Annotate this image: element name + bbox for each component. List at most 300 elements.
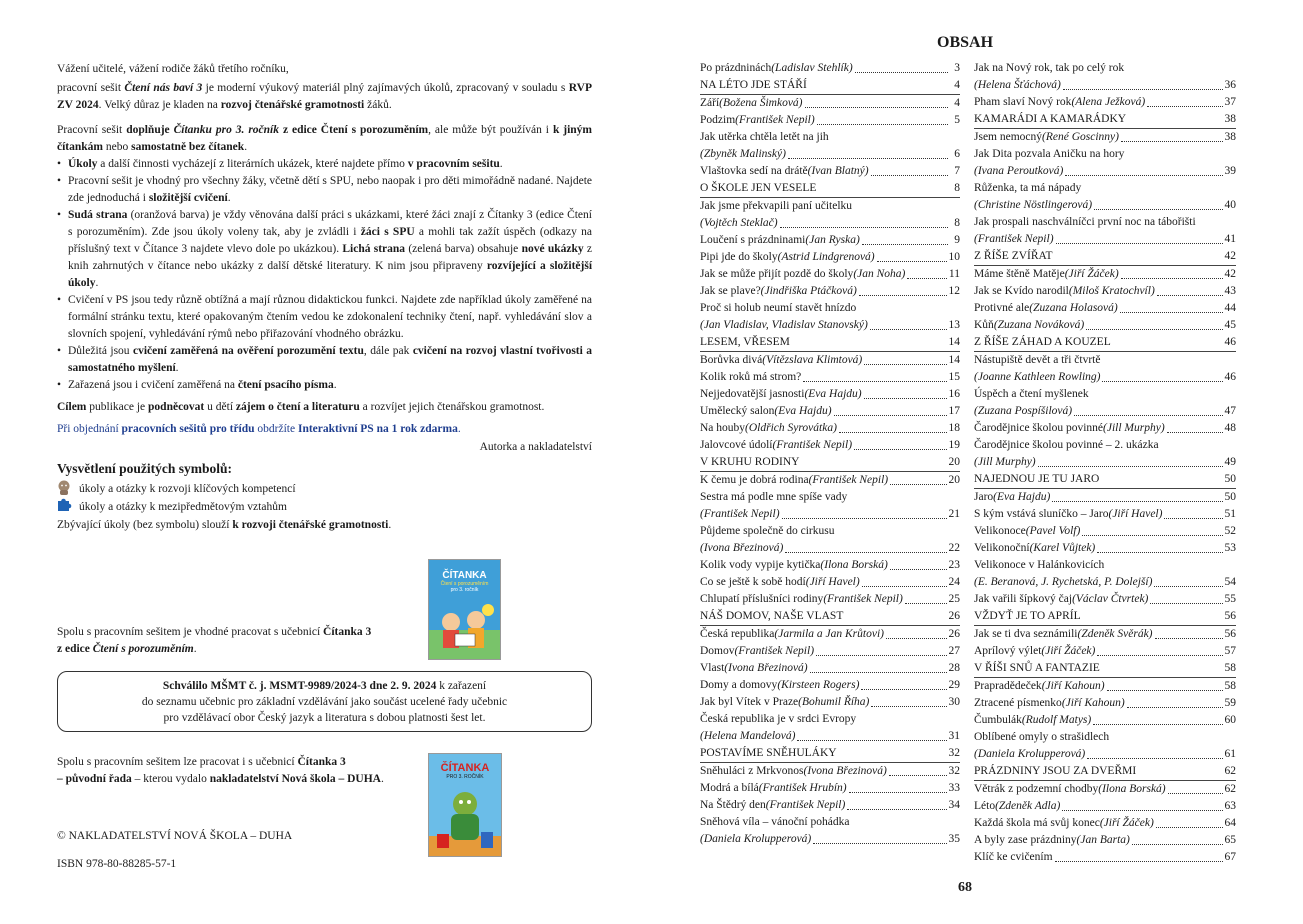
toc-entry: Kolik roků má strom? 15 — [700, 369, 960, 386]
toc-entry — [700, 540, 960, 557]
toc-page: 65 — [1224, 834, 1236, 846]
toc-leader — [1155, 638, 1223, 639]
toc-entry — [974, 403, 1236, 420]
toc-page: 53 — [1224, 542, 1236, 554]
toc-leader — [871, 175, 948, 176]
toc-author: (Kirsteen Rogers) — [777, 679, 860, 691]
toc-leader — [1038, 466, 1223, 467]
toc-page: 67 — [1224, 851, 1236, 863]
toc-page: 9 — [954, 234, 960, 246]
toc-page: 58 — [1224, 680, 1236, 692]
toc-page: 42 — [1224, 268, 1236, 280]
toc-page: 54 — [1224, 576, 1236, 588]
head-icon — [57, 480, 71, 495]
toc-entry: Chlupatí příslušníci rodiny (František Nepil) 25 — [700, 591, 960, 608]
toc-entry: Domy a domovy (Kirsteen Rogers) 29 — [700, 677, 960, 694]
toc-author: (Zbyněk Malinský) — [700, 148, 786, 160]
copyright: © NAKLADATELSTVÍ NOVÁ ŠKOLA – DUHA — [57, 830, 293, 842]
toc-entry: Čumbulák (Rudolf Matys) 60 — [974, 712, 1236, 729]
toc-leader — [1164, 518, 1222, 519]
toc-leader — [1150, 603, 1222, 604]
toc-page: 62 — [1224, 765, 1236, 777]
toc-leader — [1097, 655, 1222, 656]
toc-leader — [1087, 758, 1222, 759]
toc-page: 4 — [954, 97, 960, 109]
toc-section: VŽDYŤ JE TO APRÍL 56 — [974, 608, 1236, 626]
toc-page: 34 — [948, 799, 960, 811]
toc-entry: Jak jsme překvapili paní učitelku — [700, 200, 853, 212]
toc-page: 35 — [948, 833, 960, 845]
toc-author: (Daniela Krolupperová) — [700, 833, 812, 845]
toc-entry: Podzim (František Nepil) 5 — [700, 112, 960, 129]
toc-leader — [1154, 586, 1222, 587]
toc-leader — [1063, 89, 1223, 90]
toc-page: 42 — [1224, 250, 1236, 262]
toc-leader — [905, 603, 947, 604]
toc-entry: Větrák z podzemní chodby (Ilona Borská) 62 — [974, 781, 1236, 798]
goal-paragraph: Cílem publikace je podněcovat u dětí zájem o čtení a literaturu a rozvíjet jejich čtenářskou gramotnost. — [57, 401, 545, 413]
toc-leader — [854, 449, 946, 450]
toc-author: (František Nepil) — [765, 799, 846, 811]
toc-leader — [785, 552, 946, 553]
greeting: Vážení učitelé, vážení rodiče žáků třetího ročníku, — [57, 63, 289, 75]
toc-page: 21 — [948, 508, 960, 520]
toc-author: (Božena Šimková) — [719, 97, 803, 109]
toc-author: (Jiří Žáček) — [1064, 268, 1119, 280]
toc-entry: Jak se plave? (Jindřiška Ptáčková) 12 — [700, 283, 960, 300]
toc-author: (Václav Čtvrtek) — [1072, 593, 1149, 605]
toc-page: 24 — [948, 576, 960, 588]
toc-page: 8 — [954, 182, 960, 194]
toc-leader — [1093, 724, 1222, 725]
toc-page: 22 — [948, 542, 960, 554]
symbol-row-3: Zbývající úkoly (bez symbolu) slouží k rozvoji čtenářské gramotnosti. — [57, 519, 392, 531]
toc-leader — [1121, 278, 1223, 279]
toc-page: 48 — [1224, 422, 1236, 434]
toc-author: (Jan Vladislav, Vladislav Stanovský) — [700, 319, 868, 331]
toc-author: (Jan Barta) — [1076, 834, 1130, 846]
toc-leader — [864, 364, 946, 365]
toc-entry: Čarodějnice školou povinné (Jill Murphy) 48 — [974, 420, 1236, 437]
toc-entry: Jak prospali naschválníčci první noc na tábořišti — [974, 216, 1196, 228]
toc-author: (Ivona Březinová) — [724, 662, 808, 674]
toc-author: (Daniela Krolupperová) — [974, 748, 1086, 760]
toc-leader — [1102, 381, 1222, 382]
toc-entry: Jsem nemocný (René Goscinny) 38 — [974, 129, 1236, 146]
toc-leader — [788, 158, 948, 159]
toc-section: V KRUHU RODINY 20 — [700, 454, 960, 472]
toc-entry: Borůvka divá (Vítězslava Klimtová) 14 — [700, 352, 960, 369]
toc-page: 20 — [948, 474, 960, 486]
toc-leader — [1074, 415, 1222, 416]
toc-author: (Jan Noha) — [853, 268, 906, 280]
toc-entry — [700, 317, 960, 334]
toc-entry: Půjdeme společně do cirkusu — [700, 525, 835, 537]
toc-page: 64 — [1224, 817, 1236, 829]
toc-author: (Jarmila a Jan Krůtovi) — [774, 628, 884, 640]
toc-page: 33 — [948, 782, 960, 794]
toc-section: LESEM, VŘESEM 14 — [700, 334, 960, 352]
toc-author: (Jiří Kahoun) — [1041, 680, 1105, 692]
toc-page: 57 — [1224, 645, 1236, 657]
toc-author: (Helena Šťáchová) — [974, 79, 1061, 91]
toc-author: (Oldřich Syrovátka) — [745, 422, 837, 434]
toc-author: (Jill Murphy) — [974, 456, 1036, 468]
toc-author: (Zuzana Pospíšilová) — [974, 405, 1073, 417]
toc-page: 55 — [1224, 593, 1236, 605]
toc-page: 56 — [1224, 610, 1236, 622]
toc-page: 11 — [948, 268, 960, 280]
toc-author: (Helena Mandelová) — [700, 730, 796, 742]
toc-entry: Vlast (Ivona Březinová) 28 — [700, 660, 960, 677]
toc-entry — [974, 454, 1236, 471]
toc-entry: Na houby (Oldřich Syrovátka) 18 — [700, 420, 960, 437]
toc-author: (Jindřiška Ptáčková) — [760, 285, 857, 297]
toc-leader — [886, 638, 947, 639]
bullet-item: • Důležitá jsou cvičení zaměřená na ověření porozumění textu, dále pak cvičení na rozvoj vlastní tvořivosti a samostatného myšlení. — [57, 343, 592, 377]
isbn: ISBN 978-80-88285-57-1 — [57, 858, 177, 870]
toc-page: 26 — [948, 628, 960, 640]
toc-page: 61 — [1224, 748, 1236, 760]
toc-page: 12 — [948, 285, 960, 297]
toc-page: 30 — [948, 696, 960, 708]
toc-page: 37 — [1224, 96, 1236, 108]
toc-entry: Domov (František Nepil) 27 — [700, 643, 960, 660]
toc-entry: Jak vařili šípkový čaj (Václav Čtvrtek) 55 — [974, 591, 1236, 608]
toc-author: (Christine Nöstlingerová) — [974, 199, 1093, 211]
toc-leader — [849, 792, 947, 793]
toc-column-2 — [974, 60, 1236, 866]
toc-entry: Oblíbené omyly o strašidlech — [974, 731, 1110, 743]
toc-entry: Proč si holub neumí stavět hnízdo — [700, 302, 857, 314]
toc-entry: Po prázdninách (Ladislav Stehlík) 3 — [700, 60, 960, 77]
toc-leader — [1167, 432, 1223, 433]
toc-entry — [974, 231, 1236, 248]
toc-entry: Kolik vody vypije kytička (Ilona Borská) 23 — [700, 557, 960, 574]
toc-author: (René Goscinny) — [1042, 131, 1119, 143]
toc-entry: Jaro (Eva Hajdu) 50 — [974, 489, 1236, 506]
toc-leader — [847, 809, 946, 810]
toc-author: (Ilona Borská) — [1098, 783, 1166, 795]
puzzle-icon — [57, 498, 73, 512]
toc-leader — [870, 329, 947, 330]
toc-page: 32 — [948, 747, 960, 759]
toc-page: 7 — [954, 165, 960, 177]
toc-author: (Ivona Březinová) — [700, 542, 784, 554]
toc-author: (Jiří Žáček) — [1099, 817, 1154, 829]
toc-leader — [1168, 793, 1223, 794]
toc-entry: Prapradědeček (Jiří Kahoun) 58 — [974, 678, 1236, 695]
toc-author: (Jiří Žáček) — [1041, 645, 1096, 657]
toc-page: 58 — [1224, 662, 1236, 674]
toc-author: (Eva Hajdu) — [993, 491, 1051, 503]
bullet-item: • Úkoly a další činnosti vycházejí z literárních ukázek, které najdete přímo v pracovním sešitu. — [57, 156, 592, 173]
toc-leader — [1157, 295, 1223, 296]
toc-page: 20 — [948, 456, 960, 468]
toc-entry: Modrá a bílá (František Hrubín) 33 — [700, 780, 960, 797]
toc-entry — [974, 574, 1236, 591]
toc-author: (František Nepil) — [734, 645, 815, 657]
signature: Autorka a nakladatelství — [479, 441, 592, 453]
toc-entry: Jak se ti dva seznámili (Zdeněk Svěrák) 56 — [974, 626, 1236, 643]
toc-entry: Nejjedovatější jasnosti (Eva Hajdu) 16 — [700, 386, 960, 403]
toc-section: O ŠKOLE JEN VESELE 8 — [700, 180, 960, 198]
toc-entry: Co se ještě k sobě hodí (Jiří Havel) 24 — [700, 574, 960, 591]
approval-box: Schválilo MŠMT č. j. MSMT-9989/2024-3 dne 2. 9. 2024 k zařazení do seznamu učebnic pro základní vzdělávání jako součást ucelené řady učebnic pro vzdělávací obor Český jazyk a literatura s dobou platnosti šest let. — [57, 671, 592, 732]
toc-page: 31 — [948, 730, 960, 742]
toc-author: (František Nepil) — [700, 508, 780, 520]
toc-entry: Jak Dita pozvala Aničku na hory — [974, 148, 1125, 160]
toc-page: 25 — [948, 593, 960, 605]
toc-leader — [864, 398, 947, 399]
symbol-row-1: úkoly a otázky k rozvoji klíčových kompetencí — [57, 480, 296, 498]
toc-entry: Loučení s prázdninami (Jan Ryska) 9 — [700, 232, 960, 249]
toc-section: Z ŘÍŠE ZVÍŘAT 42 — [974, 248, 1236, 266]
toc-section: NA LÉTO JDE STÁŘÍ 4 — [700, 77, 960, 95]
toc-page: 3 — [954, 62, 960, 74]
toc-leader — [861, 689, 946, 690]
toc-author: (Rudolf Matys) — [1021, 714, 1092, 726]
toc-leader — [780, 227, 948, 228]
toc-author: (Zdeněk Adla) — [995, 800, 1061, 812]
toc-page: 19 — [948, 439, 960, 451]
toc-page: 15 — [948, 371, 960, 383]
toc-page: 52 — [1224, 525, 1236, 537]
toc-author: (E. Beranová, J. Rychetská, P. Dolejší) — [974, 576, 1153, 588]
symbols-title: Vysvětlení použitých symbolů: — [57, 461, 233, 476]
toc-author: (Zuzana Holasová) — [1029, 302, 1118, 314]
toc-entry: Sněhuláci z Mrkvonos (Ivona Březinová) 32 — [700, 763, 960, 780]
toc-author: (František Hrubín) — [758, 782, 847, 794]
toc-entry: A byly zase prázdniny (Jan Barta) 65 — [974, 832, 1236, 849]
toc-leader — [1062, 810, 1222, 811]
toc-section: Z ŘÍŠE ZÁHAD A KOUZEL 46 — [974, 334, 1236, 352]
toc-entry: Kůň (Zuzana Nováková) 45 — [974, 317, 1236, 334]
toc-page: 8 — [954, 217, 960, 229]
toc-entry — [974, 369, 1236, 386]
toc-entry — [700, 506, 960, 523]
intro-paragraph: pracovní sešit Čtení nás baví 3 je moderní výukový materiál plný zajímavých úkolů, zpracovaný v souladu s RVP ZV 2024. Velký důraz je kladen na rozvoj čtenářské gramotnosti žáků. — [57, 82, 592, 111]
toc-entry: Léto (Zdeněk Adla) 63 — [974, 798, 1236, 815]
toc-entry: Umělecký salon (Eva Hajdu) 17 — [700, 403, 960, 420]
toc-leader — [1127, 707, 1223, 708]
toc-page: 39 — [1224, 165, 1236, 177]
toc-author: (Zdeněk Svěrák) — [1077, 628, 1153, 640]
toc-page: 17 — [948, 405, 960, 417]
toc-leader — [1147, 106, 1222, 107]
toc-author: (Alena Ježková) — [1071, 96, 1146, 108]
toc-section: KAMARÁDI A KAMARÁDKY 38 — [974, 111, 1236, 129]
toc-author: (Ivana Peroutková) — [974, 165, 1064, 177]
bullet-list — [57, 156, 592, 394]
toc-entry: Čarodějnice školou povinné – 2. ukázka — [974, 439, 1159, 451]
toc-leader — [1132, 844, 1223, 845]
toc-page: 50 — [1224, 473, 1236, 485]
toc-leader — [1055, 861, 1223, 862]
toc-page: 32 — [948, 765, 960, 777]
toc-entry: Na Štědrý den (František Nepil) 34 — [700, 797, 960, 814]
toc-leader — [1121, 141, 1223, 142]
toc-entry: Pham slaví Nový rok (Alena Ježková) 37 — [974, 94, 1236, 111]
toc-author: (Pavel Volf) — [1025, 525, 1081, 537]
toc-page: 56 — [1224, 628, 1236, 640]
toc-section: POSTAVÍME SNĚHULÁKY 32 — [700, 745, 960, 763]
toc-entry — [974, 163, 1236, 180]
toc-author: (Bohumil Říha) — [798, 696, 870, 708]
toc-page: 27 — [948, 645, 960, 657]
toc-author: (František Nepil) — [735, 114, 815, 126]
toc-leader — [855, 72, 948, 73]
toc-entry: Sněhová víla – vánoční pohádka — [700, 816, 850, 828]
toc-entry: Velikonoce v Halánkovicích — [974, 559, 1105, 571]
toc-leader — [817, 124, 948, 125]
toc-page: 47 — [1224, 405, 1236, 417]
toc-leader — [816, 655, 946, 656]
bullet-item: • Zařazená jsou i cvičení zaměřená na čtení psacího písma. — [57, 377, 592, 394]
book-cover-citanka3-original: ČÍTANKA PRO 3. ROČNÍK — [428, 753, 502, 857]
toc-page: 14 — [948, 336, 960, 348]
toc-leader — [797, 740, 946, 741]
toc-page: 63 — [1224, 800, 1236, 812]
toc-column-1 — [700, 60, 960, 848]
toc-entry: Úspěch a čtení myšlenek — [974, 388, 1089, 400]
toc-author: (František Nepil) — [974, 233, 1054, 245]
toc-page: 51 — [1224, 508, 1236, 520]
toc-entry: K čemu je dobrá rodina (František Nepil) 20 — [700, 472, 960, 489]
toc-entry: Září (Božena Šimková) 4 — [700, 95, 960, 112]
toc-leader — [862, 586, 947, 587]
bullet-item: • Sudá strana (oranžová barva) je vždy věnována další práci s ukázkami, které žáci znají z Čítanky 3 (edice Čtení s porozuměním). Zde jsou úkoly voleny tak, aby je zvládli i žáci s SPU a mohli tak zažít úspěch (odkazy na příslušný text v Čítance 3 najdete vlevo dole po ukázkou). Lichá strana (zelená barva) obsahuje nové ukázky z knih zahrnutých v čítance nebo ukázky z další dětské literatury. K nim jsou připraveny rozvíjející a složitější úkoly. — [57, 207, 592, 292]
toc-section: V ŘÍŠI SNŮ A FANTAZIE 58 — [974, 660, 1236, 678]
toc-leader — [1156, 827, 1223, 828]
toc-author: (Joanne Kathleen Rowling) — [974, 371, 1101, 383]
toc-page: 23 — [948, 559, 960, 571]
toc-entry — [700, 146, 960, 163]
toc-leader — [1065, 175, 1222, 176]
toc-page: 38 — [1224, 113, 1236, 125]
toc-author: (Zuzana Nováková) — [993, 319, 1085, 331]
left-page — [57, 0, 592, 924]
toc-title: OBSAH — [937, 34, 994, 51]
toc-entry: Protivné ale (Zuzana Holasová) 44 — [974, 300, 1236, 317]
toc-entry — [700, 728, 960, 745]
toc-leader — [862, 244, 948, 245]
toc-leader — [1056, 243, 1223, 244]
toc-section: PRÁZDNINY JSOU ZA DVEŘMI 62 — [974, 763, 1236, 781]
toc-entry: S kým vstává sluníčko – Jaro (Jiří Havel) 51 — [974, 506, 1236, 523]
symbol-row-2: úkoly a otázky k mezipředmětovým vztahům — [57, 498, 287, 516]
toc-leader — [834, 415, 947, 416]
toc-author: (Jan Ryska) — [805, 234, 860, 246]
toc-leader — [1086, 329, 1222, 330]
toc-entry — [974, 77, 1236, 94]
toc-author: (Eva Hajdu) — [804, 388, 862, 400]
toc-leader — [1052, 501, 1222, 502]
toc-author: (Ivona Březinová) — [803, 765, 887, 777]
toc-leader — [871, 706, 946, 707]
toc-page: 43 — [1224, 285, 1236, 297]
toc-page: 5 — [954, 114, 960, 126]
toc-leader — [810, 672, 947, 673]
book-note-2: Spolu s pracovním sešitem lze pracovat i s učebnicí Čítanka 3 – původní řada – kterou vydalo nakladatelství Nová škola – DUHA. — [57, 756, 384, 785]
toc-leader — [889, 775, 947, 776]
toc-leader — [1107, 690, 1223, 691]
toc-page: 26 — [948, 610, 960, 622]
toc-entry: Pipi jde do školy (Astrid Lindgrenová) 10 — [700, 249, 960, 266]
toc-leader — [839, 432, 947, 433]
toc-entry: Česká republika je v srdci Evropy — [700, 713, 857, 725]
toc-entry: Jak utěrka chtěla letět na jih — [700, 131, 829, 143]
toc-author: (Ilona Borská) — [820, 559, 888, 571]
toc-entry: Česká republika (Jarmila a Jan Krůtovi) 26 — [700, 626, 960, 643]
toc-entry — [700, 215, 960, 232]
toc-leader — [890, 569, 947, 570]
toc-page: 14 — [948, 354, 960, 366]
toc-leader — [813, 843, 946, 844]
toc-leader — [1094, 209, 1222, 210]
toc-page: 29 — [948, 679, 960, 691]
toc-author: (Miloš Kratochvíl) — [1068, 285, 1155, 297]
toc-entry: Jalovcové údolí (František Nepil) 19 — [700, 437, 960, 454]
toc-page: 60 — [1224, 714, 1236, 726]
toc-entry: Růženka, ta má nápady — [974, 182, 1082, 194]
toc-page: 44 — [1224, 302, 1236, 314]
toc-page: 41 — [1224, 233, 1236, 245]
toc-entry: Sestra má podle mne spíše vady — [700, 491, 848, 503]
toc-page: 40 — [1224, 199, 1236, 211]
bullet-item: • Pracovní sešit je vhodný pro všechny žáky, včetně dětí s SPU, nebo naopak i pro děti mimořádně nadané. Najdete zde jednoduchá i složitější cvičení. — [57, 173, 592, 207]
toc-author: (František Nepil) — [823, 593, 903, 605]
toc-entry: Jak byl Vítek v Praze (Bohumil Říha) 30 — [700, 694, 960, 711]
book-note-1: Spolu s pracovním sešitem je vhodné pracovat s učebnicí Čítanka 3 z edice Čtení s porozuměním. — [57, 626, 372, 655]
toc-page: 46 — [1224, 371, 1236, 383]
toc-entry: Jak se může přijít pozdě do školy (Jan Noha) 11 — [700, 266, 960, 283]
toc-entry: Aprílový výlet (Jiří Žáček) 57 — [974, 643, 1236, 660]
toc-entry: Velikonoce (Pavel Volf) 52 — [974, 523, 1236, 540]
toc-leader — [890, 484, 946, 485]
toc-entry: Ztracené písmenko (Jiří Kahoun) 59 — [974, 695, 1236, 712]
toc-leader — [1082, 535, 1222, 536]
toc-author: (Jiří Havel) — [1108, 508, 1163, 520]
page-number: 68 — [958, 880, 972, 895]
toc-entry: Velikonoční (Karel Vůjtek) 53 — [974, 540, 1236, 557]
book-cover-citanka3: ČÍTANKA Čtení s porozuměním pro 3. ročník — [428, 559, 501, 660]
toc-leader — [1097, 552, 1222, 553]
toc-author: (Vojtěch Steklač) — [700, 217, 778, 229]
toc-author: (Jiří Havel) — [805, 576, 860, 588]
toc-section: NAJEDNOU JE TU JARO 50 — [974, 471, 1236, 489]
toc-entry — [974, 197, 1236, 214]
toc-page: 10 — [948, 251, 960, 263]
toc-author: (Ladislav Stehlík) — [771, 62, 853, 74]
toc-author: (Karel Vůjtek) — [1029, 542, 1096, 554]
toc-author: (František Nepil) — [808, 474, 889, 486]
toc-page: 13 — [948, 319, 960, 331]
toc-entry: Klíč ke cvičením 67 — [974, 849, 1236, 866]
toc-entry: Nástupiště devět a tři čtvrtě — [974, 354, 1101, 366]
order-note: Při objednání pracovních sešitů pro třídu obdržíte Interaktivní PS na 1 rok zdarma. — [57, 423, 461, 435]
toc-page: 50 — [1224, 491, 1236, 503]
toc-page: 18 — [948, 422, 960, 434]
toc-page: 49 — [1224, 456, 1236, 468]
toc-leader — [877, 261, 947, 262]
toc-entry: Každá škola má svůj konec (Jiří Žáček) 64 — [974, 815, 1236, 832]
toc-page: 16 — [948, 388, 960, 400]
toc-page: 59 — [1224, 697, 1236, 709]
toc-page: 38 — [1224, 131, 1236, 143]
toc-leader — [907, 278, 947, 279]
toc-page: 36 — [1224, 79, 1236, 91]
